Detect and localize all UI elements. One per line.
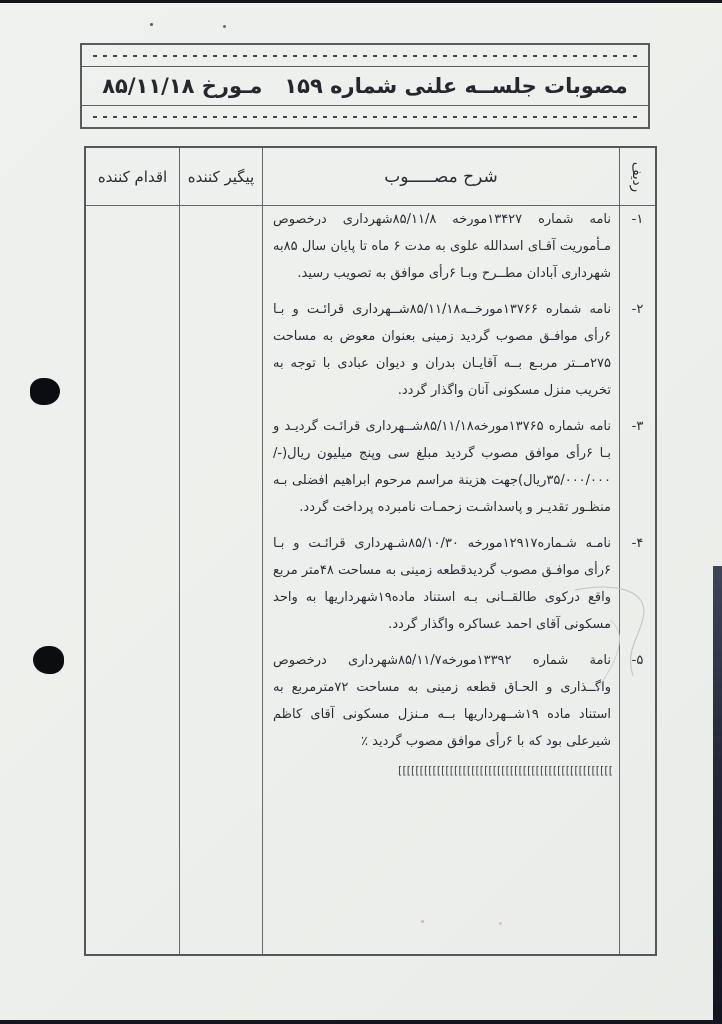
action-taker-cell	[86, 647, 180, 787]
column-header-label: پیگیر کننده	[187, 167, 255, 186]
empty-cell	[620, 787, 655, 954]
empty-cell	[86, 787, 180, 954]
row-number: ۲-	[631, 302, 644, 317]
follower-cell	[180, 530, 263, 647]
follower-cell	[180, 206, 263, 296]
row-number: ۱-	[631, 212, 644, 227]
action-taker-cell	[86, 413, 180, 530]
row-number-cell	[620, 413, 655, 530]
paper-speck	[223, 25, 226, 28]
scan-edge-top	[0, 0, 722, 3]
table-row	[263, 530, 620, 647]
dashed-rule-bottom	[82, 106, 648, 127]
row-number-cell	[620, 647, 655, 787]
column-header-label: ردیف	[629, 161, 646, 192]
row-number: ۳-	[631, 419, 644, 434]
action-taker-cell	[86, 530, 180, 647]
resolution-text: نامه شماره ۱۳۷۶۵مورخه۸۵/۱۱/۱۸شــهرداری قرائـت گردیـد و بـا ۶رأی موافق مصوب گردید مبلغ سی وپنج میلیون ریال(-/۳۵/۰۰۰/۰۰۰ریال)جهت هزینة مراسم مرحوم ابراهیم افضلی بـه منظـور تقدیـر و پاسداشـت زحمـات نامبرده پرداخت گردد.	[273, 419, 611, 515]
row-number-cell	[620, 530, 655, 647]
column-header-row-number	[620, 148, 655, 206]
resolution-text: نامه شماره ۱۳۷۶۶مورخــه۸۵/۱۱/۱۸شــهرداری قرائـت و بـا ۶رأی موافـق مصوب گردید زمینی بعنوان معوض به مساحت ۲۷۵مــتر مربـع بــه آقایـان بدران و دیوان عبادی با توجه به تخریب منزل مسکونی آنان واگذار گردد.	[273, 302, 611, 398]
resolution-text: نامـه شـماره۱۲۹۱۷مورخه ۸۵/۱۰/۳۰شـهرداری قرائـت و بـا ۶رأی موافـق مصوب گردیدقطعه زمینی به مساحت ۴۸متر مربع واقع درکوی طالقــانی بـه استناد ماده۱۹شهرداریها به واحد مسکونی آقای احمد عساکره واگذار گردد.	[273, 536, 611, 632]
hole-punch-bottom	[33, 646, 64, 674]
scan-edge-bottom	[0, 1020, 722, 1024]
follower-cell	[180, 647, 263, 787]
table-row	[263, 647, 620, 787]
table-row	[263, 296, 620, 413]
resolution-text: نامه شماره ۱۳۴۲۷مورخه ۸۵/۱۱/۸شهرداری درخصوص مـأموریت آقـای اسدالله علوی به مدت ۶ ماه تا پایان سال ۸۵به شهرداری آبادان مطــرح وبـا ۶رأی موافق به تصویب رسید.	[273, 212, 611, 281]
column-header-resolution	[263, 148, 620, 206]
paper-speck	[150, 23, 153, 26]
page-title: مصوبات جلســه علنی شماره ۱۵۹ مـورخ ۸۵/۱۱/۱۸	[102, 74, 628, 98]
follower-cell	[180, 296, 263, 413]
empty-cell	[180, 787, 263, 954]
resolution-text: نامة شماره ۱۳۳۹۲مورخه۸۵/۱۱/۷شهرداری درخصوص واگــذاری و الحـاق قطعه زمینی به مساحت ۷۲مترمربع به استناد ماده ۱۹شــهرداریها بــه مـنزل مسکونی آقای کاظم شیرعلی بود که با ۶رأی موافق مصوب گردید ٪	[273, 653, 612, 749]
resolutions-table	[84, 146, 657, 956]
follower-cell	[180, 413, 263, 530]
column-header-label: اقدام کننده	[97, 167, 168, 186]
hole-punch-top	[30, 378, 60, 405]
row-number: ۵-	[631, 653, 644, 668]
column-header-action-taker	[86, 148, 180, 206]
dashed-rule-top	[82, 45, 648, 66]
column-header-label: شرح مصـــــوب	[384, 166, 498, 187]
table-row	[263, 206, 620, 296]
action-taker-cell	[86, 296, 180, 413]
column-header-follower	[180, 148, 263, 206]
action-taker-cell	[86, 206, 180, 296]
row-number-cell	[620, 296, 655, 413]
header-banner	[80, 43, 650, 129]
empty-cell	[263, 787, 620, 954]
fill-marks: [[[[[[[[[[[[[[[[[[[[[[[[[[[[[[[[[[[[[[[[[[[[[[[[[[	[398, 765, 613, 777]
table-row	[263, 413, 620, 530]
row-number-cell	[620, 206, 655, 296]
row-number: ۴-	[631, 536, 644, 551]
scan-edge-right	[713, 566, 722, 1024]
